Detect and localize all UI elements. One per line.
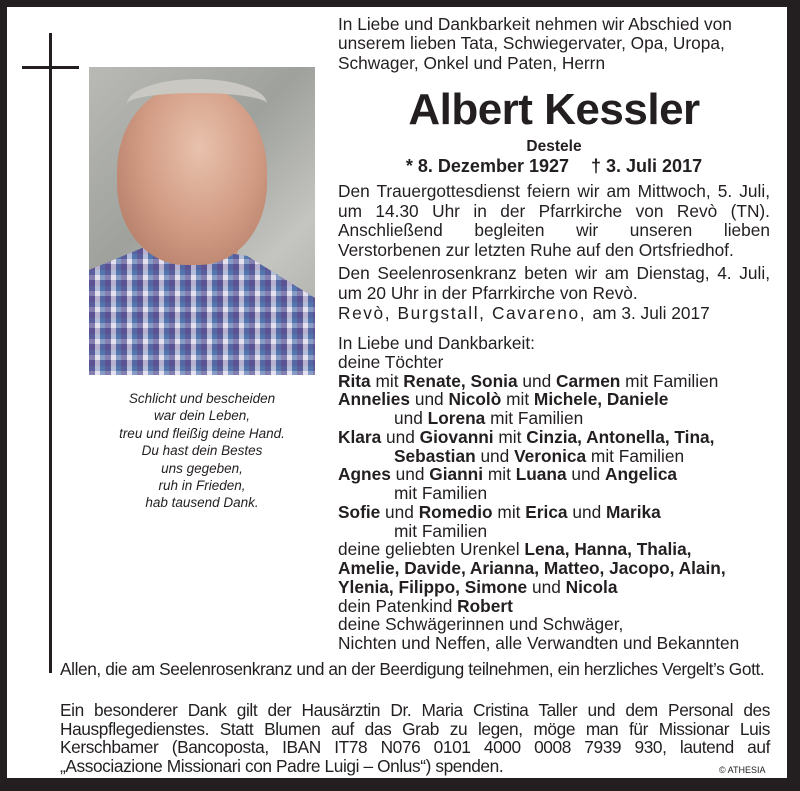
family-lines bbox=[338, 372, 770, 653]
daughters-label: deine Töchter bbox=[338, 351, 444, 372]
mourner-connector: mit Familien bbox=[394, 520, 488, 541]
mourner-line bbox=[338, 522, 770, 541]
mourners-list bbox=[338, 334, 770, 653]
places: Revò, Burgstall, Cavareno, bbox=[338, 303, 587, 323]
mourner-name: Lena, Hanna, Thalia, bbox=[524, 539, 692, 560]
mourner-name: Nicolò bbox=[448, 389, 502, 410]
mourner-connector: und bbox=[567, 501, 606, 522]
mourner-connector: mit bbox=[492, 501, 526, 522]
mourner-connector: und bbox=[380, 501, 419, 522]
death-date: † 3. Juli 2017 bbox=[591, 156, 703, 176]
mourner-connector: und bbox=[390, 464, 430, 485]
poem-line: ruh in Frieden, bbox=[158, 478, 246, 494]
mourner-name: Luana bbox=[515, 464, 567, 485]
mourner-connector: und bbox=[475, 445, 515, 466]
poem-line: Schlicht und bescheiden bbox=[128, 391, 276, 406]
intro-text: In Liebe und Dankbarkeit nehmen wir Abschied von unserem lieben Tata, Schwiegervater, Opa, Uropa, Schwager, Onkel und Paten, Herrn bbox=[338, 14, 732, 73]
poem-line: war dein Leben, bbox=[153, 408, 251, 424]
mourner-connector: mit bbox=[483, 464, 516, 485]
deceased-nickname: Destele bbox=[526, 138, 582, 155]
announcement-date: am 3. Juli 2017 bbox=[592, 303, 710, 323]
place-date bbox=[338, 303, 770, 323]
cross-icon bbox=[49, 33, 52, 673]
mourner-name: Veronica bbox=[514, 445, 587, 466]
mourner-name: Renate, Sonia bbox=[403, 370, 518, 391]
mourner-name: Michele, Daniele bbox=[533, 389, 669, 410]
life-dates bbox=[338, 155, 770, 177]
mourner-name: Carmen bbox=[556, 370, 621, 391]
mourner-name: Cinzia, Antonella, Tina, bbox=[526, 426, 715, 447]
mourner-connector: mit Familien bbox=[620, 370, 719, 391]
mourner-name: Gianni bbox=[429, 464, 484, 485]
mourner-connector: mit bbox=[370, 370, 404, 391]
mourner-line bbox=[338, 409, 770, 428]
mourner-line bbox=[338, 390, 770, 409]
mourner-name: Lorena bbox=[427, 408, 486, 428]
poem-line: treu und fleißig deine Hand. bbox=[119, 425, 285, 441]
mourner-connector: mit Familien bbox=[485, 408, 584, 428]
photo-hair bbox=[127, 79, 267, 129]
poem-line: hab tausend Dank. bbox=[145, 495, 259, 511]
mourner-connector: und bbox=[566, 464, 606, 485]
special-thanks-text: Ein besonderer Dank gilt der Hausärztin Dr. Maria Cristina Taller und dem Personal des Hauspflegedienstes. Statt Blumen auf das Grab zu legen, möge man für Missionar Luis Kerschbamer (Bancoposta, IBAN IT78 N076 0101 4000 0008 7939 930, lautend auf „Associazione Missionari con Padre Luigi – Onlus“) spenden. bbox=[60, 700, 770, 776]
mourner-name: Romedio bbox=[418, 501, 493, 522]
mourner-connector: und bbox=[527, 576, 566, 597]
portrait-photo bbox=[89, 67, 315, 375]
poem-line: uns gegeben, bbox=[161, 460, 243, 476]
mourner-connector: mit bbox=[501, 389, 534, 410]
rosary-info: Den Seelenrosenkranz beten wir am Dienstag, 4. Juli, um 20 Uhr in der Pfarrkirche von Revò. bbox=[338, 263, 770, 303]
mourner-name: Ylenia, Filippo, Simone bbox=[338, 576, 528, 597]
mourner-connector: mit bbox=[493, 426, 527, 447]
mourner-name: Giovanni bbox=[419, 426, 494, 447]
mourner-line bbox=[338, 634, 770, 653]
mourner-line bbox=[338, 503, 770, 522]
mourner-connector: dein Patenkind bbox=[338, 595, 458, 616]
memorial-poem bbox=[89, 390, 315, 512]
mourner-name: Sebastian bbox=[394, 445, 476, 466]
mourner-connector: deine geliebten Urenkel bbox=[338, 539, 525, 560]
mourner-line bbox=[338, 484, 770, 503]
mourner-name: Robert bbox=[457, 595, 513, 616]
mourner-name: Erica bbox=[525, 501, 568, 522]
mourner-line bbox=[338, 559, 770, 578]
funeral-info: Den Trauergottesdienst feiern wir am Mittwoch, 5. Juli, um 14.30 Uhr in der Pfarrkirche von Revò (TN). Anschließend begleiten wir unseren lieben Verstorbenen zur letzten Ruhe auf den Ortsfriedhof. bbox=[338, 181, 770, 260]
poem-line: Du hast dein Bestes bbox=[141, 443, 263, 459]
mourner-connector: und bbox=[517, 370, 557, 391]
mourner-connector: Nichten und Neffen, alle Verwandten und Bekannten bbox=[338, 633, 740, 653]
mourner-name: Annelies bbox=[338, 389, 411, 410]
mourner-name: Klara bbox=[338, 426, 382, 447]
thanks-text: Allen, die am Seelenrosenkranz und an der Beerdigung teilnehmen, ein herzliches Vergelt’s Gott. bbox=[60, 659, 765, 679]
mourner-line bbox=[338, 578, 770, 597]
mourner-name: Amelie, Davide, Arianna, Matteo, Jacopo, Alain, bbox=[338, 558, 726, 578]
mourner-line bbox=[338, 428, 770, 447]
mourner-line bbox=[338, 465, 770, 484]
copyright-notice: © ATHESIA bbox=[719, 765, 766, 775]
mourner-connector: deine Schwägerinnen und Schwäger, bbox=[338, 614, 624, 635]
mourner-name: Angelica bbox=[605, 464, 678, 485]
mourner-connector: und bbox=[410, 389, 449, 410]
mourner-name: Marika bbox=[605, 501, 661, 522]
mourner-name: Nicola bbox=[565, 576, 618, 597]
birth-date: * 8. Dezember 1927 bbox=[405, 156, 570, 176]
mourner-connector: und bbox=[381, 426, 420, 447]
mourner-line bbox=[338, 615, 770, 634]
mourner-line bbox=[338, 540, 770, 559]
mourner-line bbox=[338, 372, 770, 391]
mourner-connector: und bbox=[394, 408, 428, 428]
mourner-name: Agnes bbox=[338, 464, 391, 485]
mourner-line bbox=[338, 447, 770, 466]
mourner-name: Sofie bbox=[338, 501, 381, 522]
mourners-heading: In Liebe und Dankbarkeit: bbox=[338, 333, 535, 353]
mourner-line bbox=[338, 597, 770, 616]
mourner-connector: mit Familien bbox=[394, 483, 488, 503]
cross-icon-bar bbox=[22, 66, 79, 69]
mourner-name: Rita bbox=[338, 370, 371, 391]
deceased-name: Albert Kessler bbox=[408, 85, 700, 134]
mourner-connector: mit Familien bbox=[586, 445, 685, 466]
